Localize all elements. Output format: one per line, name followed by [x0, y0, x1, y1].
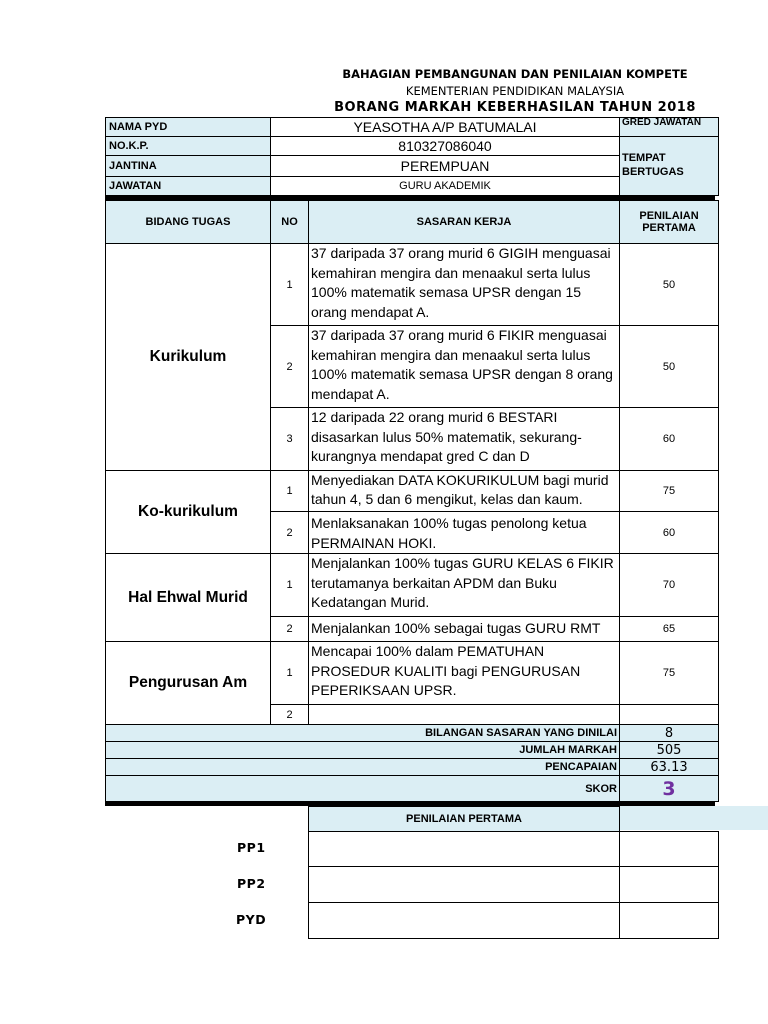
row-score: 50 — [619, 325, 719, 408]
col-no: NO — [270, 200, 309, 244]
signoff-header: PENILAIAN PERTAMA — [308, 806, 620, 832]
signoff-box-pp2-side[interactable] — [619, 866, 719, 903]
tempat-label: TEMPAT BERTUGAS — [619, 136, 719, 196]
row-score — [619, 704, 719, 725]
pencapaian-label: PENCAPAIAN — [105, 758, 620, 776]
row-score: 60 — [619, 511, 719, 554]
jawatan-label: JAWATAN — [105, 176, 271, 196]
row-sasaran — [308, 704, 620, 725]
nama-label: NAMA PYD — [105, 117, 271, 137]
signoff-box-pp2[interactable] — [308, 866, 620, 903]
pencapaian-value: 63.13 — [619, 758, 719, 776]
signoff-side-band — [619, 806, 768, 830]
nama-value: YEASOTHA A/P BATUMALAI — [270, 117, 620, 137]
col-sasaran: SASARAN KERJA — [308, 200, 620, 244]
nokp-value: 810327086040 — [270, 136, 620, 156]
signoff-label-pp1: PP1 — [237, 840, 266, 855]
col-bidang: BIDANG TUGAS — [105, 200, 271, 244]
row-no: 1 — [270, 553, 309, 617]
row-score: 50 — [619, 243, 719, 326]
row-sasaran: Menyediakan DATA KOKURIKULUM bagi murid tahun 4, 5 dan 6 mengikut, kelas dan kaum. — [308, 470, 620, 512]
row-no: 2 — [270, 704, 309, 725]
jantina-label: JANTINA — [105, 155, 271, 177]
jantina-value: PEREMPUAN — [270, 155, 620, 177]
signoff-box-pyd[interactable] — [308, 902, 620, 939]
row-no: 1 — [270, 641, 309, 705]
signoff-box-pp1[interactable] — [308, 831, 620, 867]
row-no: 2 — [270, 616, 309, 642]
row-sasaran: 37 daripada 37 orang murid 6 FIKIR menguasai kemahiran mengira dan menaakul serta lulus 100% matematik semasa UPSR dengan 8 orang mendapat A. — [308, 325, 620, 408]
jumlah-value: 505 — [619, 741, 719, 759]
bilangan-value: 8 — [619, 724, 719, 742]
gred-label: GRED JAWATAN — [619, 117, 719, 137]
nokp-label: NO.K.P. — [105, 136, 271, 156]
skor-label: SKOR — [105, 775, 620, 802]
signoff-box-pp1-side[interactable] — [619, 831, 719, 867]
row-no: 2 — [270, 325, 309, 408]
signoff-label-pp2: PP2 — [237, 876, 266, 891]
signoff-label-pyd: PYD — [236, 912, 267, 927]
row-sasaran: 12 daripada 22 orang murid 6 BESTARI disasarkan lulus 50% matematik, sekurang-kurangnya mendapat gred C dan D — [308, 407, 620, 471]
bidang-kokurikulum: Ko-kurikulum — [105, 470, 271, 554]
row-sasaran: Menjalankan 100% sebagai tugas GURU RMT — [308, 616, 620, 642]
bilangan-label: BILANGAN SASARAN YANG DINILAI — [105, 724, 620, 742]
row-no: 3 — [270, 407, 309, 471]
row-score: 65 — [619, 616, 719, 642]
skor-value: 3 — [619, 775, 719, 802]
row-score: 70 — [619, 553, 719, 617]
bidang-hem: Hal Ehwal Murid — [105, 553, 271, 642]
col-penilaian: PENILAIAN PERTAMA — [619, 200, 719, 244]
jumlah-label: JUMLAH MARKAH — [105, 741, 620, 759]
row-score: 60 — [619, 407, 719, 471]
row-sasaran: 37 daripada 37 orang murid 6 GIGIH menguasai kemahiran mengira dan menaakul serta lulus 100% matematik semasa UPSR dengan 15 orang mendapat A. — [308, 243, 620, 326]
row-no: 2 — [270, 511, 309, 554]
header-line1: BAHAGIAN PEMBANGUNAN DAN PENILAIAN KOMPETE — [342, 67, 688, 81]
row-no: 1 — [270, 243, 309, 326]
bidang-pengurusan: Pengurusan Am — [105, 641, 271, 725]
jawatan-value: GURU AKADEMIK — [270, 176, 620, 196]
row-sasaran: Mencapai 100% dalam PEMATUHAN PROSEDUR KUALITI bagi PENGURUSAN PEPERIKSAAN UPSR. — [308, 641, 620, 705]
signoff-box-pyd-side[interactable] — [619, 902, 719, 939]
row-sasaran: Menjalankan 100% tugas GURU KELAS 6 FIKIR terutamanya berkaitan APDM dan Buku Kedatangan Murid. — [308, 553, 620, 617]
row-sasaran: Menlaksanakan 100% tugas penolong ketua PERMAINAN HOKI. — [308, 511, 620, 554]
row-score: 75 — [619, 470, 719, 512]
header-line3: BORANG MARKAH KEBERHASILAN TAHUN 2018 — [334, 100, 696, 115]
row-no: 1 — [270, 470, 309, 512]
bidang-kurikulum: Kurikulum — [105, 243, 271, 471]
header-line2: KEMENTERIAN PENDIDIKAN MALAYSIA — [405, 84, 625, 98]
row-score: 75 — [619, 641, 719, 705]
